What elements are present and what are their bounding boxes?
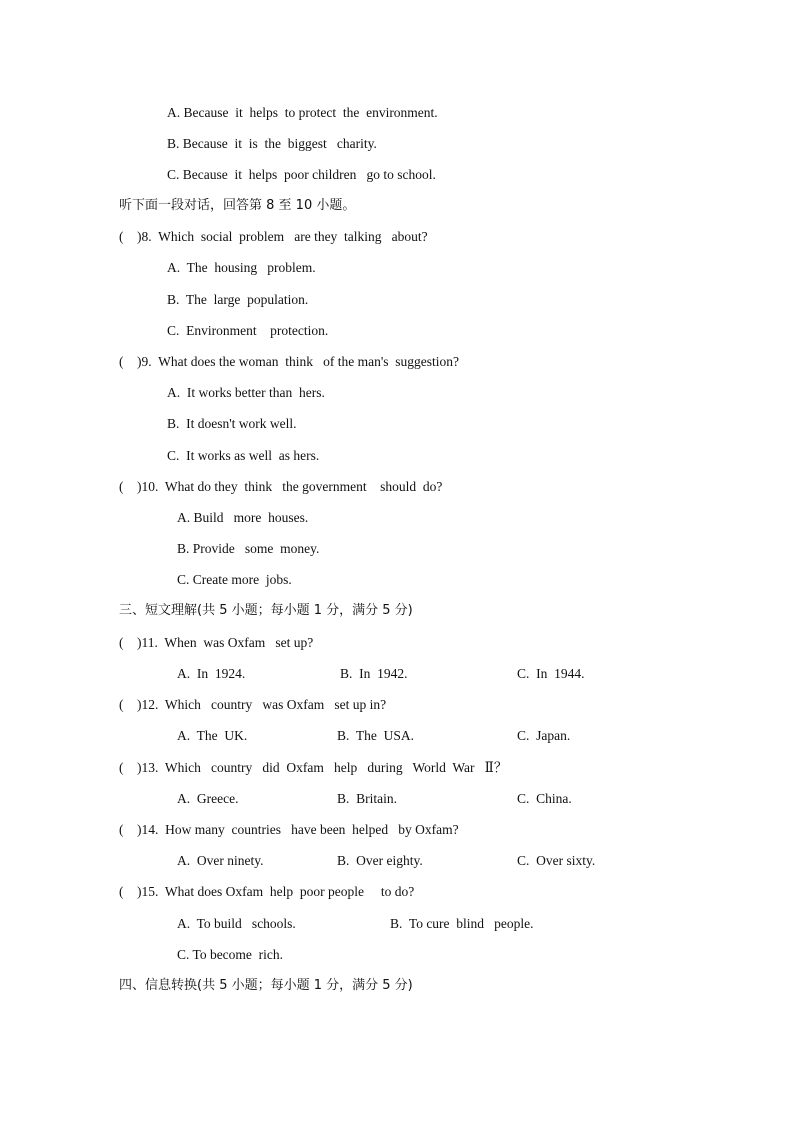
section3-title: 三、短文理解(共 5 小题；每小题 1 分，满分 5 分) [119,603,413,618]
dialogue-instruction: 听下面一段对话，回答第 8 至 10 小题。 [119,198,356,213]
q7-option-a: A. Because it helps to protect the environment. [167,105,438,120]
q8-option-b: B. The large population. [167,292,309,307]
q12-option-c: C. Japan. [517,728,571,743]
q15-option-b: B. To cure blind people. [390,916,534,931]
q10-option-b: B. Provide some money. [177,541,320,556]
q9-option-c: C. It works as well as hers. [167,448,320,463]
section4-title: 四、信息转换(共 5 小题；每小题 1 分，满分 5 分) [119,978,413,993]
q9-option-a: A. It works better than hers. [167,385,325,400]
q12-option-a: A. The UK. [177,728,248,743]
q11-option-a: A. In 1924. [177,666,246,681]
q8-option-a: A. The housing problem. [167,260,316,275]
q10-option-c: C. Create more jobs. [177,572,292,587]
q9-option-b: B. It doesn't work well. [167,416,297,431]
q13-stem: ( )13. Which country did Oxfam help during World War Ⅱ？ [119,760,508,775]
q13-option-b: B. Britain. [337,791,397,806]
q15-stem: ( )15. What does Oxfam help poor people to do? [119,884,415,899]
q7-option-b: B. Because it is the biggest charity. [167,136,377,151]
q12-option-b: B. The USA. [337,728,415,743]
q8-option-c: C. Environment protection. [167,323,329,338]
q8-stem: ( )8. Which social problem are they talking about? [119,229,428,244]
q10-stem: ( )10. What do they think the government should do? [119,479,443,494]
q15-option-a: A. To build schools. [177,916,296,931]
q14-stem: ( )14. How many countries have been helped by Oxfam? [119,822,459,837]
q11-option-b: B. In 1942. [340,666,408,681]
q9-stem: ( )9. What does the woman think of the man's suggestion? [119,354,459,369]
q15-option-c: C. To become rich. [177,947,284,962]
q11-option-c: C. In 1944. [517,666,585,681]
q12-stem: ( )12. Which country was Oxfam set up in? [119,697,387,712]
q14-option-b: B. Over eighty. [337,853,423,868]
q13-option-c: C. China. [517,791,572,806]
q7-option-c: C. Because it helps poor children go to school. [167,167,436,182]
q14-option-a: A. Over ninety. [177,853,264,868]
q11-stem: ( )11. When was Oxfam set up? [119,635,314,650]
q13-option-a: A. Greece. [177,791,239,806]
q14-option-c: C. Over sixty. [517,853,596,868]
q10-option-a: A. Build more houses. [177,510,309,525]
